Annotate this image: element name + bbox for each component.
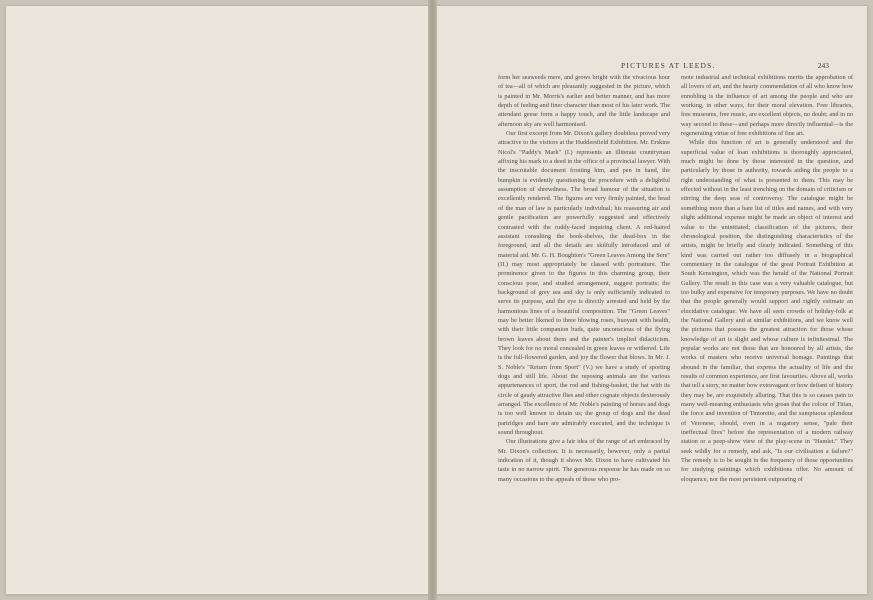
- paragraph: form her seaweeds mere, and grows bright with the vivacious hour of tea—all of which are pleasantly suggested in the picture, which is painted in Mr. Morris's earlier and better manner, and has more depth of feeling and finer character than most of his later work. The attendant geese form a happy touch, and the little landscape and afternoon sky are well harmonised.: [498, 74, 670, 128]
- text-column-left: [498, 73, 670, 484]
- book-spine: [428, 0, 437, 600]
- page-number: 243: [817, 61, 829, 70]
- paragraph: Our first excerpt from Mr. Dixon's gallery doubtless proved very attractive to the visitors at the Huddersfield Exhibition. Mr. Erskine Nicol's "Paddy's Mark" (I.) represents an illiterate countryman affixing his mark to a deed in the office of a provincial lawyer. With the inscrutable document fronting him, and pen in hand, the bumpkin is evidently questioning the procedure with a delightful assumption of shrewdness. The broad humour of the situation is excellently rendered. The figures are very firmly painted, the head of the man of law is particularly individual; his reassuring air and gentle pacification are powerfully suggested and effectively contrasted with the ruddy-faced inquiring client. A red-haired assistant consulting the book-shelves, the dead-box in the foreground, and all the details are skilfully introduced and of material aid. Mr. G. H. Boughton's "Green Leaves Among the Sere" (II.) may most appropriately be classed with portraiture. The prominence given to the figures in this charming group, their conscious pose, and studied arrangement, suggest portraits; the background of grey sea and sky is only sufficiently indicated to serve its purpose, and the eye is directly arrested and held by the harmonious lines of a beautiful composition. The "Green Leaves" may be better likened to three blowing roses, buoyant with health, with their little companion buds, quite unconscious of the flying brown leaves about them and the painter's implied didacticism. They look for no moral concealed in green leaves or withered. Life is the full-flowered garden, and joy the flower that blows. In Mr. J. S. Noble's "Return from Sport" (V.) we have a study of sporting dogs and still life. About the reposing animals are the various appurtenances of sport, the rod and fishing-basket, the hat with its circle of gaudy attractive flies and other cognate objects dexterously arranged. The excellence of Mr. Noble's painting of horses and dogs is too well known to detain us; the group of dogs and the dead partridges and hare are admirably executed, and the technique is sound throughout.: [498, 130, 670, 437]
- paragraph: Our illustrations give a fair idea of the range of art embraced by Mr. Dixon's collection. It is necessarily, however, only a partial indication of it, though it shows Mr. Dixon to have cultivated his taste in no narrow spirit. The generous response he has made on so many occasions to the appeals of those who pro-: [498, 438, 670, 483]
- left-page: [6, 6, 428, 594]
- running-title: PICTURES AT LEEDS.: [621, 61, 716, 70]
- right-page: [437, 6, 867, 594]
- paragraph: mote industrial and technical exhibitions merits the approbation of all lovers of art, and the hearty commendation of all who know how ennobling is the influence of art among the people and who are working, in other ways, for their moral elevation. Free libraries, free museums, free music, are excellent objects, no doubt; and in no way second to these—and perhaps more directly influential—is the regenerating virtue of free exhibitions of fine art.: [681, 74, 853, 138]
- paragraph: While this function of art is generally understood and the superficial value of loan exhibitions is thoroughly appreciated, much might be done by those interested in the question, and particularly by those in authority, towards aiding the people to a right understanding of what is presented to them. This may be effected without in the least trenching on the domain of criticism or stirring the deep seas of controversy. The catalogue might be something more than a bare list of titles and names, and with very slight additional expense might be made an object of interest and value to the uninitiated; classification of the pictures, their chronological position, the distinguishing characteristics of the artists, might be briefly and clearly indicated. Something of this kind was carried out rather too diffusely in a biographical commentary in the catalogue of the great Portrait Exhibition at South Kensington, which was the herald of the National Portrait Gallery. The result in this case was a very valuable catalogue, but too bulky and expensive for temporary purposes. We have no doubt that the people generally would support and rightly estimate an elucidative catalogue. We have all seen crowds of holiday-folk at the National Gallery and at similar exhibitions, and we know well the pictures that possess the greatest attraction for those whose knowledge of art is slight and whose culture is infinitesimal. The popular works are not those that are honoured by all artists, the works of masters who receive universal homage. Paintings that abound in the familiar, that express the actuality of life and the results of common experience, are first favourites. Above all, works that tell a story, no matter how extravagant or how defiant of history they may be, are exquisitely alluring. That this is so causes pain to many well-meaning enthusiasts who groan that the colour of Titian, the force and invention of Tintoretto, and the sumptuous splendour of Veronese, should, even in a nugatory sense, "pale their ineffectual fires" before the representation of a modern railway station or a peep-show view of the play-scene in "Hamlet." They seek wildly for a remedy, and ask, "Is our civilisation a failure?" The remedy is to be sought in the frequency of those opportunities for studying paintings which exhibitions offer. No amount of eloquence, nor the most persistent outpouring of: [681, 139, 853, 483]
- text-column-right: [681, 73, 853, 484]
